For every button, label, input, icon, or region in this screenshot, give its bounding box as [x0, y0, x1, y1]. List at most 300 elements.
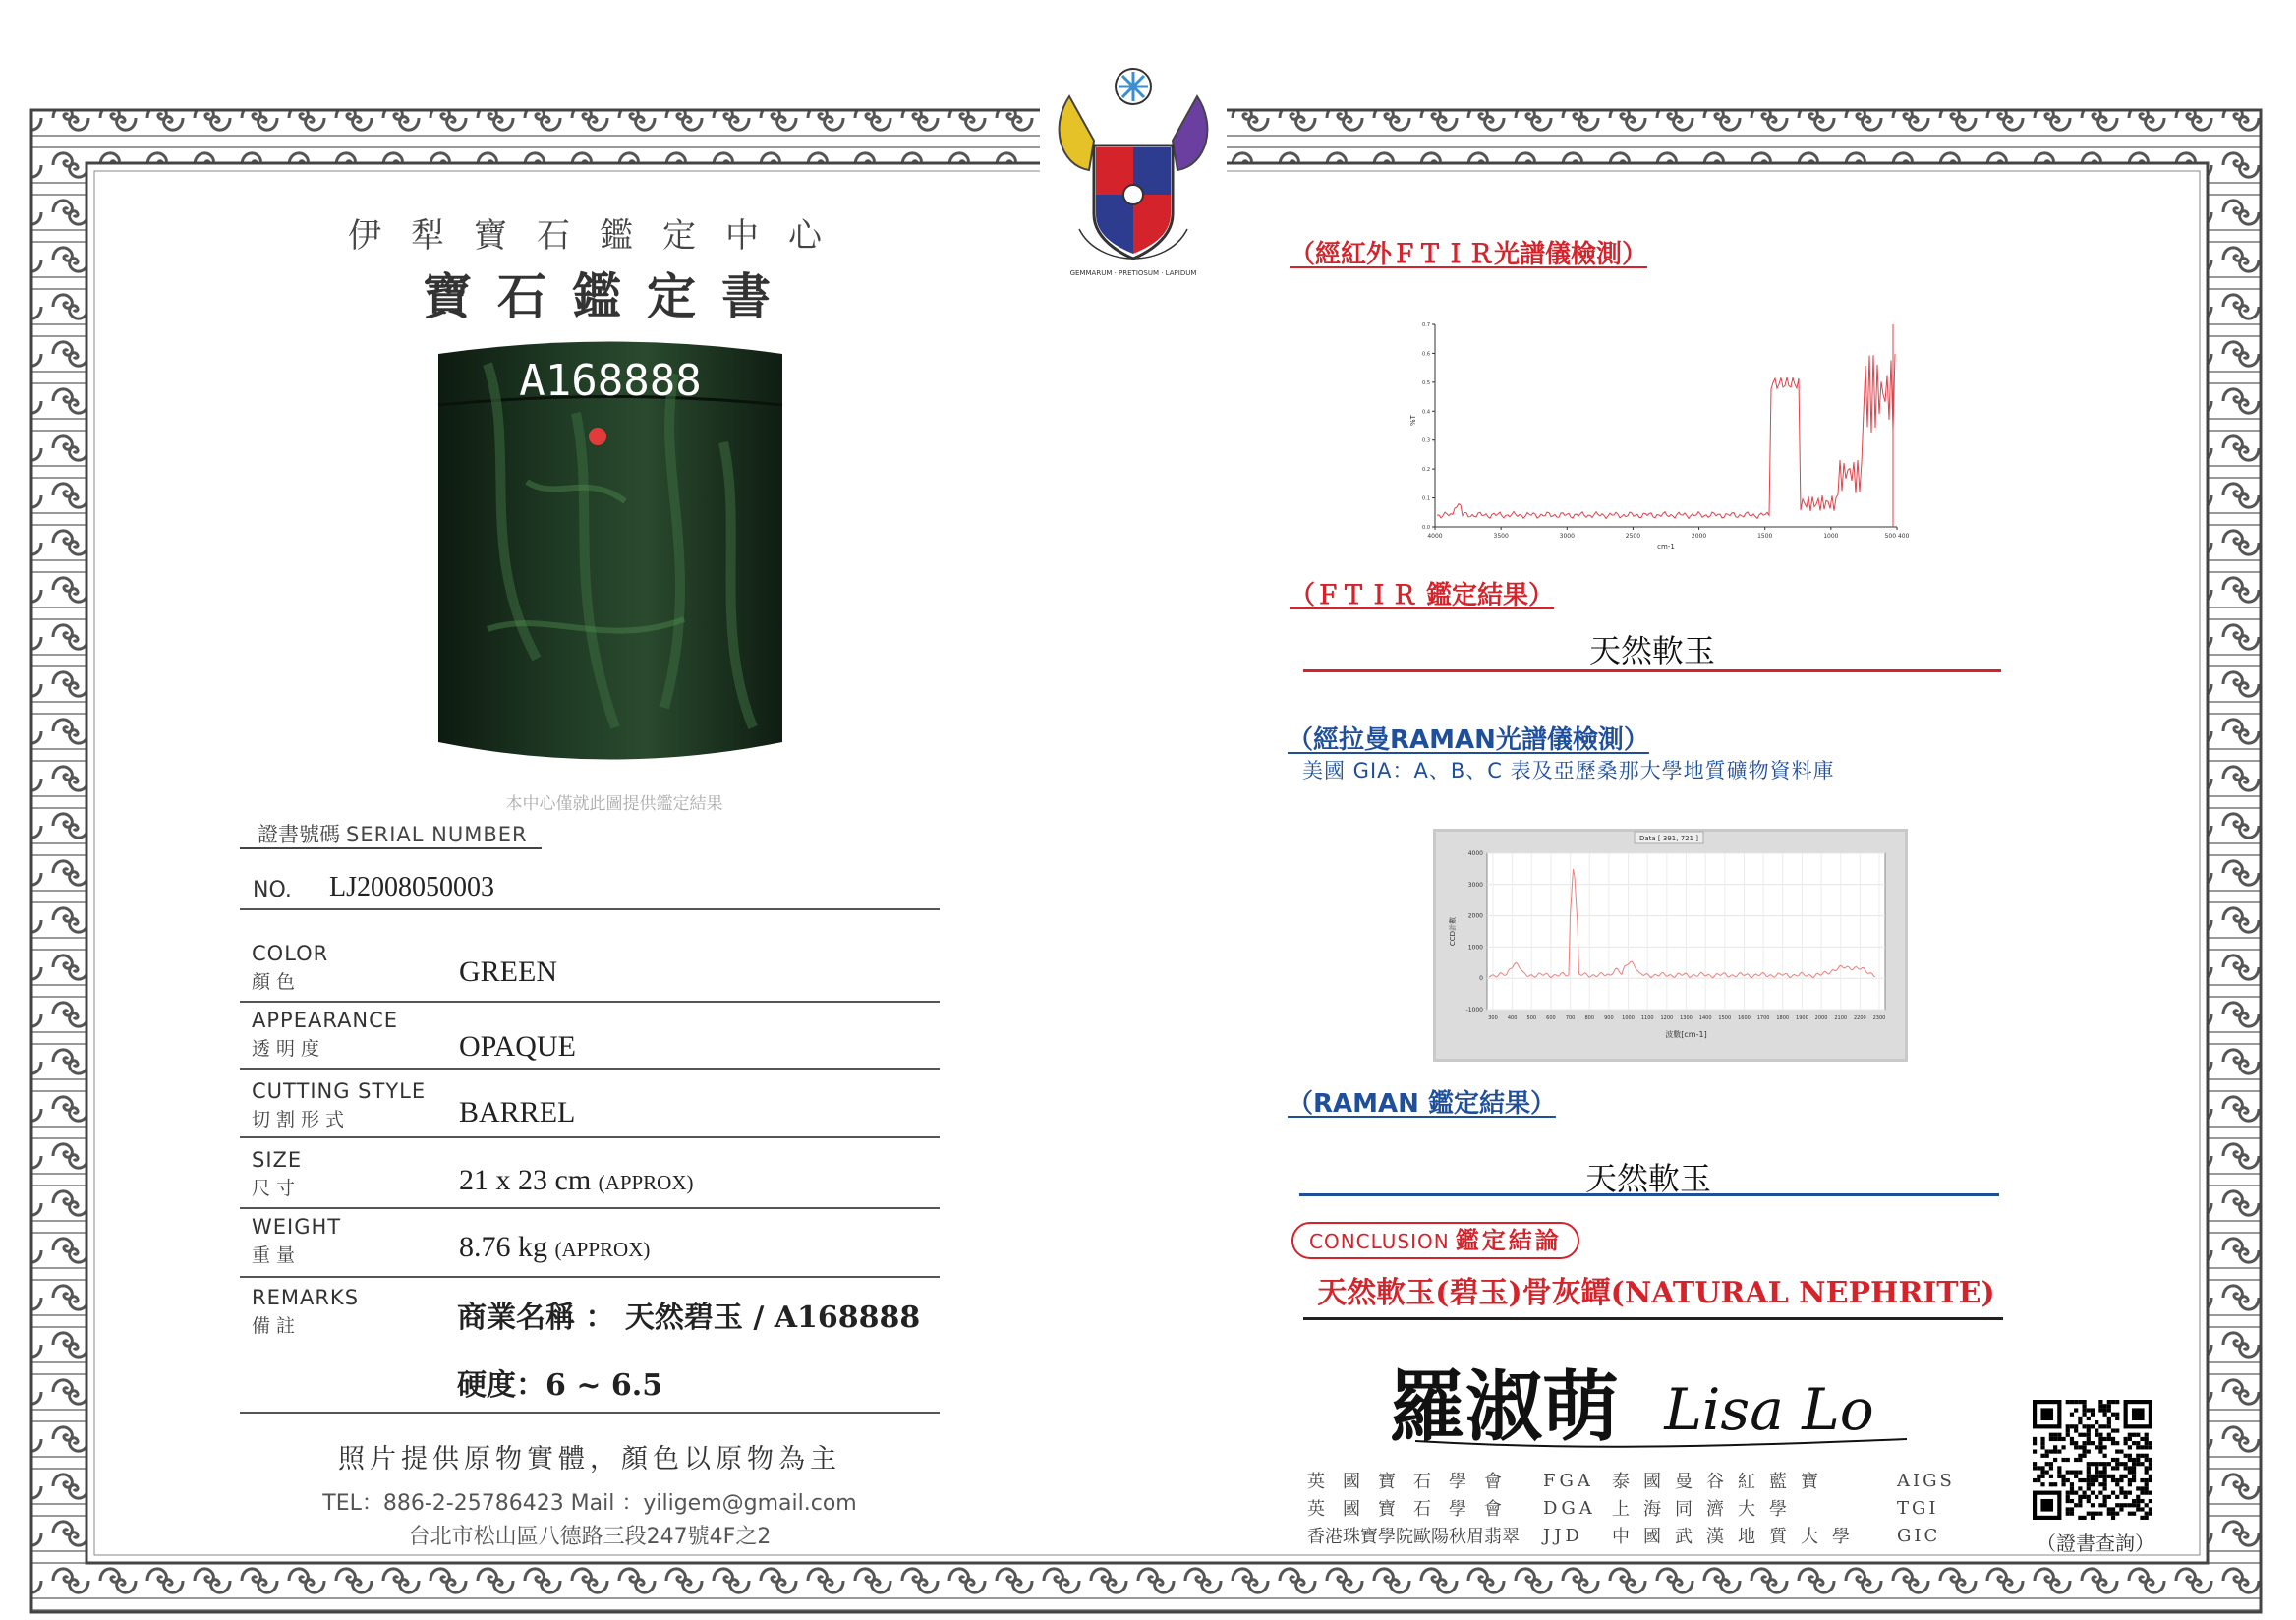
qr-module	[2098, 1503, 2102, 1507]
qr-module	[2132, 1466, 2136, 1470]
qr-module	[2098, 1433, 2102, 1437]
qr-module	[2140, 1516, 2144, 1520]
ftir-y-tick-label: 0.2	[1422, 467, 1430, 474]
qr-module	[2103, 1486, 2107, 1490]
qr-code[interactable]	[2033, 1400, 2152, 1520]
qr-module	[2098, 1491, 2102, 1495]
remarks-label-en: REMARKS	[252, 1286, 360, 1309]
qr-module	[2049, 1437, 2053, 1441]
qr-module	[2128, 1503, 2132, 1507]
qr-module	[2066, 1428, 2070, 1432]
qr-module	[2040, 1437, 2044, 1441]
qr-module	[2095, 1475, 2098, 1478]
qr-module	[2087, 1482, 2091, 1486]
qr-module	[2132, 1512, 2136, 1516]
qr-caption: （證書查詢）	[2037, 1532, 2154, 1555]
qr-module	[2040, 1471, 2044, 1475]
qr-module	[2145, 1458, 2149, 1462]
qr-module	[2066, 1512, 2070, 1516]
qr-module	[2040, 1445, 2044, 1449]
weight-approx: (APPROX)	[554, 1238, 651, 1261]
qr-module	[2057, 1471, 2061, 1475]
qr-module	[2107, 1420, 2111, 1424]
qr-module	[2040, 1441, 2044, 1445]
qr-module	[2132, 1458, 2136, 1462]
credential-row	[1307, 1522, 1976, 1549]
qr-module	[2087, 1441, 2091, 1445]
qr-module	[2070, 1413, 2074, 1417]
qr-module	[2098, 1400, 2102, 1404]
qr-module	[2040, 1466, 2044, 1470]
ftir-y-tick-label: 0.3	[1422, 437, 1430, 444]
qr-module	[2132, 1475, 2136, 1478]
ftir-x-tick-label: 500 400	[1884, 533, 1910, 540]
qr-module	[2098, 1462, 2102, 1466]
ftir-chart-bg	[1406, 313, 1917, 553]
credential-institution: 英國寶石學會	[1307, 1472, 1520, 1492]
raman-spectrum-chart	[1433, 829, 1908, 1062]
qr-module	[2103, 1471, 2107, 1475]
qr-module	[2103, 1466, 2107, 1470]
qr-module	[2140, 1478, 2144, 1482]
qr-module	[2040, 1475, 2044, 1478]
qr-module	[2132, 1499, 2136, 1503]
ftir-x-tick-label: 2000	[1691, 533, 1707, 540]
qr-module	[2111, 1428, 2115, 1432]
qr-module	[2115, 1503, 2119, 1507]
ftir-y-tick-label: 0.1	[1422, 495, 1430, 502]
qr-module	[2087, 1499, 2091, 1503]
qr-module	[2074, 1424, 2078, 1428]
qr-module	[2119, 1486, 2123, 1490]
raman-y-tick-label: -1000	[1465, 1007, 1483, 1013]
qr-module	[2124, 1454, 2128, 1458]
qr-module	[2149, 1491, 2152, 1495]
qr-module	[2145, 1478, 2149, 1482]
size-value	[459, 1164, 694, 1197]
qr-module	[2074, 1471, 2078, 1475]
qr-module	[2119, 1449, 2123, 1453]
qr-module	[2103, 1475, 2107, 1478]
qr-module	[2095, 1428, 2098, 1432]
qr-module	[2087, 1424, 2091, 1428]
qr-module	[2103, 1482, 2107, 1486]
qr-module	[2033, 1478, 2037, 1482]
color-label-en: COLOR	[252, 942, 329, 965]
qr-module	[2095, 1478, 2098, 1482]
ftir-x-tick-label: 1500	[1757, 533, 1773, 540]
center-name: 伊犁寶石鑑定中心	[348, 216, 851, 256]
raman-x-tick-label: 2100	[1834, 1015, 1848, 1021]
qr-module	[2145, 1441, 2149, 1445]
qr-module	[2149, 1466, 2152, 1470]
qr-module	[2070, 1471, 2074, 1475]
qr-module	[2091, 1475, 2095, 1478]
raman-x-axis-label: 波數[cm-1]	[1665, 1030, 1707, 1039]
qr-module	[2103, 1478, 2107, 1482]
qr-module	[2119, 1507, 2123, 1511]
remarks-line-2: 硬度：6 ~ 6.5	[457, 1368, 663, 1403]
qr-module	[2087, 1417, 2091, 1420]
qr-module	[2145, 1503, 2149, 1507]
qr-module	[2078, 1454, 2082, 1458]
qr-module	[2070, 1507, 2074, 1511]
qr-module	[2082, 1491, 2086, 1495]
ftir-x-tick-label: 3000	[1559, 533, 1575, 540]
qr-module	[2128, 1471, 2132, 1475]
qr-module	[2033, 1449, 2037, 1453]
qr-module	[2115, 1512, 2119, 1516]
conclusion-value: 天然軟玉(碧玉)骨灰罈(NATURAL NEPHRITE)	[1317, 1276, 1995, 1310]
serial-no-value: LJ2008050003	[329, 872, 494, 902]
serial-no-label: NO.	[253, 878, 292, 902]
ftir-x-tick-label: 2500	[1625, 533, 1641, 540]
ftir-spectrum-chart	[1406, 313, 1917, 553]
qr-module	[2111, 1441, 2115, 1445]
qr-module	[2119, 1478, 2123, 1482]
qr-module	[2145, 1433, 2149, 1437]
qr-module	[2103, 1499, 2107, 1503]
qr-module	[2078, 1445, 2082, 1449]
qr-module	[2136, 1495, 2140, 1499]
qr-module	[2103, 1437, 2107, 1441]
qr-module	[2078, 1433, 2082, 1437]
ftir-heading-text: （經紅外ＦＴＩＲ光譜儀檢測）	[1290, 240, 1648, 269]
qr-module	[2145, 1466, 2149, 1470]
qr-module	[2115, 1441, 2119, 1445]
qr-module	[2098, 1471, 2102, 1475]
divider	[240, 1001, 940, 1003]
qr-module	[2066, 1471, 2070, 1475]
size-label-zh: 尺寸	[252, 1178, 302, 1199]
cutting-label-en: CUTTING STYLE	[252, 1079, 427, 1103]
qr-module	[2091, 1424, 2095, 1428]
qr-module	[2119, 1503, 2123, 1507]
qr-module	[2095, 1512, 2098, 1516]
divider	[240, 1276, 940, 1278]
serial-label-en: SERIAL NUMBER	[346, 823, 528, 846]
raman-chart-title: Data [ 391, 721 ]	[1638, 835, 1699, 842]
raman-x-tick-label: 500	[1526, 1015, 1537, 1021]
raman-x-tick-label: 1200	[1660, 1015, 1674, 1021]
ftir-y-tick-label: 0.6	[1422, 351, 1430, 358]
raman-x-tick-label: 1000	[1622, 1015, 1635, 1021]
qr-module	[2115, 1466, 2119, 1470]
qr-module	[2098, 1512, 2102, 1516]
divider	[240, 908, 940, 910]
qr-module	[2124, 1462, 2128, 1466]
qr-module	[2074, 1445, 2078, 1449]
qr-module	[2070, 1512, 2074, 1516]
qr-module	[2074, 1475, 2078, 1478]
qr-module	[2061, 1437, 2065, 1441]
qr-module	[2095, 1466, 2098, 1470]
qr-module	[2140, 1462, 2144, 1466]
qr-module	[2087, 1408, 2091, 1412]
credential-code: GIC	[1897, 1525, 1941, 1546]
qr-module	[2082, 1413, 2086, 1417]
ftir-x-tick-label: 4000	[1427, 533, 1443, 540]
qr-module	[2103, 1445, 2107, 1449]
qr-module	[2111, 1475, 2115, 1478]
photo-caption: 照片提供原物實體，顏色以原物為主	[338, 1444, 841, 1475]
qr-module	[2070, 1499, 2074, 1503]
raman-x-tick-label: 900	[1604, 1015, 1614, 1021]
qr-module	[2070, 1437, 2074, 1441]
qr-module	[2136, 1458, 2140, 1462]
signature-name-en: Lisa Lo	[1664, 1376, 1874, 1443]
raman-y-axis-label: CCD計數	[1449, 916, 1457, 947]
qr-module	[2136, 1503, 2140, 1507]
qr-module	[2124, 1441, 2128, 1445]
qr-module	[2053, 1482, 2057, 1486]
qr-module	[2145, 1516, 2149, 1520]
qr-module	[2053, 1449, 2057, 1453]
qr-module	[2066, 1478, 2070, 1482]
qr-module	[2103, 1495, 2107, 1499]
qr-module	[2087, 1433, 2091, 1437]
qr-module	[2078, 1499, 2082, 1503]
qr-module	[2103, 1404, 2107, 1408]
raman-x-tick-label: 2200	[1853, 1015, 1866, 1021]
credential-institution: 上海同濟大學	[1612, 1499, 1801, 1520]
qr-module	[2145, 1482, 2149, 1486]
qr-module	[2045, 1449, 2049, 1453]
qr-module	[2066, 1495, 2070, 1499]
qr-module	[2070, 1400, 2074, 1404]
divider	[240, 1136, 940, 1138]
qr-module	[2111, 1400, 2115, 1404]
qr-module	[2074, 1408, 2078, 1412]
ftir-y-tick-label: 0.5	[1422, 379, 1430, 386]
credential-institution: 香港珠寶學院歐陽秋眉翡翠	[1307, 1527, 1520, 1547]
credential-code: DGA	[1543, 1497, 1596, 1519]
qr-module	[2098, 1475, 2102, 1478]
qr-module	[2103, 1424, 2107, 1428]
qr-module	[2111, 1507, 2115, 1511]
photo-note: 本中心僅就此圖提供鑑定結果	[505, 794, 723, 814]
raman-result-underline	[1299, 1193, 1999, 1196]
remarks-label-zh: 備註	[252, 1315, 302, 1337]
qr-module	[2107, 1404, 2111, 1408]
qr-module	[2124, 1475, 2128, 1478]
qr-module	[2082, 1408, 2086, 1412]
qr-module	[2136, 1499, 2140, 1503]
qr-module	[2128, 1437, 2132, 1441]
qr-module	[2033, 1462, 2037, 1466]
qr-module	[2149, 1507, 2152, 1511]
qr-module	[2124, 1491, 2128, 1495]
qr-module	[2124, 1466, 2128, 1470]
qr-module	[2095, 1420, 2098, 1424]
qr-module	[2132, 1441, 2136, 1445]
qr-module	[2082, 1454, 2086, 1458]
qr-module	[2082, 1495, 2086, 1499]
raman-x-tick-label: 2000	[1814, 1015, 1828, 1021]
qr-module	[2119, 1462, 2123, 1466]
qr-module	[2049, 1475, 2053, 1478]
qr-module	[2091, 1408, 2095, 1412]
qr-module	[2095, 1433, 2098, 1437]
item-code-label: A168888	[519, 356, 702, 406]
qr-module	[2045, 1454, 2049, 1458]
raman-x-tick-label: 1300	[1680, 1015, 1693, 1021]
appearance-label-zh: 透明度	[252, 1038, 326, 1060]
qr-module	[2132, 1433, 2136, 1437]
qr-module	[2140, 1486, 2144, 1490]
qr-module	[2053, 1433, 2057, 1437]
qr-module	[2091, 1478, 2095, 1482]
qr-module	[2124, 1495, 2128, 1499]
qr-module	[2049, 1449, 2053, 1453]
document-title: 寶石鑑定書	[423, 267, 796, 325]
qr-module	[2149, 1512, 2152, 1516]
weight-value	[459, 1231, 650, 1264]
qr-module	[2140, 1437, 2144, 1441]
qr-module	[2078, 1503, 2082, 1507]
qr-module	[2045, 1462, 2049, 1466]
raman-x-tick-label: 800	[1584, 1015, 1595, 1021]
qr-module	[2091, 1462, 2095, 1466]
qr-module	[2078, 1471, 2082, 1475]
qr-module	[2057, 1466, 2061, 1470]
qr-module	[2107, 1495, 2111, 1499]
qr-module	[2149, 1475, 2152, 1478]
qr-module	[2082, 1424, 2086, 1428]
ftir-x-tick-label: 1000	[1823, 533, 1839, 540]
size-number: 21 x 23 cm	[459, 1164, 592, 1196]
qr-module	[2082, 1445, 2086, 1449]
qr-module	[2098, 1445, 2102, 1449]
qr-module	[2115, 1478, 2119, 1482]
qr-module	[2132, 1462, 2136, 1466]
qr-module	[2124, 1503, 2128, 1507]
qr-module	[2087, 1449, 2091, 1453]
qr-module	[2074, 1428, 2078, 1432]
qr-module	[2128, 1445, 2132, 1449]
qr-module	[2140, 1491, 2144, 1495]
qr-module	[2149, 1458, 2152, 1462]
qr-module	[2066, 1507, 2070, 1511]
qr-module	[2145, 1471, 2149, 1475]
qr-module	[2115, 1413, 2119, 1417]
address: 台北市松山區八德路三段247號4F之2	[408, 1525, 772, 1549]
ftir-result-heading-text: （ＦＴＩＲ 鑑定結果）	[1290, 581, 1555, 610]
raman-x-tick-label: 2300	[1872, 1015, 1886, 1021]
qr-module	[2107, 1408, 2111, 1412]
qr-module	[2140, 1507, 2144, 1511]
qr-module	[2061, 1458, 2065, 1462]
qr-module	[2107, 1433, 2111, 1437]
credential-code: TGI	[1897, 1497, 1939, 1519]
raman-x-tick-label: 1500	[1718, 1015, 1732, 1021]
qr-module	[2111, 1491, 2115, 1495]
qr-module	[2098, 1404, 2102, 1408]
qr-module	[2037, 1475, 2040, 1478]
qr-module	[2107, 1424, 2111, 1428]
qr-module	[2078, 1495, 2082, 1499]
qr-module	[2040, 1454, 2044, 1458]
qr-module	[2103, 1454, 2107, 1458]
qr-module	[2107, 1507, 2111, 1511]
qr-module	[2128, 1454, 2132, 1458]
qr-module	[2037, 1478, 2040, 1482]
raman-y-tick-label: 4000	[1467, 850, 1483, 857]
ftir-result-value: 天然軟玉	[1588, 632, 1715, 669]
qr-module	[2078, 1486, 2082, 1490]
qr-module	[2078, 1478, 2082, 1482]
qr-module	[2078, 1417, 2082, 1420]
qr-module	[2149, 1478, 2152, 1482]
qr-module	[2037, 1466, 2040, 1470]
qr-module	[2078, 1458, 2082, 1462]
qr-module	[2061, 1478, 2065, 1482]
qr-module	[2136, 1462, 2140, 1466]
qr-module	[2149, 1441, 2152, 1445]
raman-x-tick-label: 1600	[1738, 1015, 1751, 1021]
qr-module	[2136, 1454, 2140, 1458]
svg-text:GEMMARUM · PRETIOSUM · LAPIDUM: GEMMARUM · PRETIOSUM · LAPIDUM	[1069, 269, 1197, 277]
qr-module	[2087, 1428, 2091, 1432]
raman-y-tick-label: 1000	[1467, 944, 1483, 952]
size-label-en: SIZE	[252, 1148, 303, 1172]
qr-module	[2061, 1475, 2065, 1478]
raman-result-heading-text: （RAMAN 鑑定結果）	[1288, 1089, 1556, 1119]
qr-module	[2053, 1458, 2057, 1462]
ftir-x-axis-label: cm-1	[1657, 543, 1675, 550]
raman-heading	[1288, 720, 1649, 756]
qr-module	[2128, 1433, 2132, 1437]
qr-module	[2111, 1512, 2115, 1516]
qr-module	[2057, 1449, 2061, 1453]
qr-finder	[2040, 1408, 2053, 1420]
qr-module	[2136, 1486, 2140, 1490]
qr-module	[2074, 1441, 2078, 1445]
qr-module	[2115, 1462, 2119, 1466]
qr-module	[2040, 1482, 2044, 1486]
weight-number: 8.76 kg	[459, 1231, 547, 1263]
qr-module	[2128, 1466, 2132, 1470]
qr-module	[2107, 1475, 2111, 1478]
qr-module	[2128, 1478, 2132, 1482]
credentials-table	[1307, 1467, 1976, 1549]
qr-module	[2098, 1449, 2102, 1453]
ftir-result-heading	[1290, 575, 1554, 611]
credential-institution: 中國武漢地質大學	[1612, 1527, 1864, 1547]
qr-module	[2087, 1478, 2091, 1482]
ftir-heading	[1290, 234, 1647, 270]
qr-module	[2091, 1441, 2095, 1445]
qr-module	[2111, 1478, 2115, 1482]
raman-x-tick-label: 600	[1546, 1015, 1556, 1021]
raman-result-value: 天然軟玉	[1584, 1160, 1711, 1197]
qr-module	[2111, 1458, 2115, 1462]
ftir-y-tick-label: 0.7	[1422, 322, 1430, 328]
qr-module	[2070, 1424, 2074, 1428]
qr-module	[2087, 1486, 2091, 1490]
conclusion-underline	[1303, 1317, 2003, 1320]
qr-module	[2132, 1503, 2136, 1507]
qr-module	[2066, 1491, 2070, 1495]
qr-module	[2132, 1478, 2136, 1482]
qr-module	[2087, 1466, 2091, 1470]
qr-module	[2140, 1445, 2144, 1449]
qr-module	[2070, 1491, 2074, 1495]
qr-finder	[2040, 1499, 2053, 1512]
qr-module	[2098, 1424, 2102, 1428]
qr-module	[2087, 1471, 2091, 1475]
qr-module	[2145, 1512, 2149, 1516]
